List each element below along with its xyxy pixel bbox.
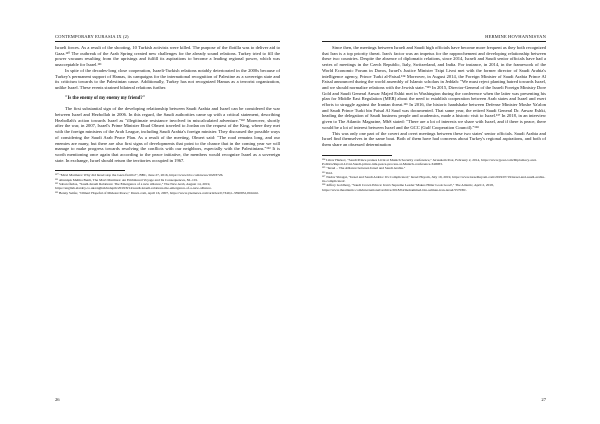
footnote: ¹³⁶ Ibid. xyxy=(322,170,333,175)
paragraph: Israeli forces. As a result of the shooting, 10 Turkish activists were killed. The purpose of the flotilla was to deliver aid to Gaza.¹³⁰ The outbreak of the Arab Spring created new challenges for the already sound relations. Turkey tried to fill the power vacuum resulting from the uprisings and fulfill its aspirations to become a leading regional power, which was unacceptable for Israel.¹³¹ xyxy=(55,45,280,68)
paragraph: Since then, the meetings between Israeli and Saudi high officials have become more frequent as they both recognized that Iran is a top priority threat. Iran's factor was an impetus for the rapprochement and developing relationship between these two countries. Despite the absence of diplomatic relations, since 2014, Israeli and Saudi senior officials have had a series of meetings in the Czech Republic, Italy, Switzerland, and India. For instance, in 2014, in the framework of the World Economic Forum in Davos, Israel's Justice Minister Tzipi Livni met with the former director of Saudi Arabia's intelligence agency, Prince Turki al-Faisal.¹³⁴ Moreover, in August 2014, the Foreign Minister of Saudi Arabia Prince Al Faisal announced during the world assembly of Islamic scholars in Jeddah: "We must reject planting hatred towards Israel, and we should normalize relations with the Jewish state."¹³⁵ In 2015, Director-General of the Israeli Foreign Ministry Dore Gold and Saudi General Anwar Majed Eshki met in Washington during the conference when the latter was presenting his plan for Middle East Regulation (MER) about the need to establish cooperation between Arab states and Israel and exert efforts to struggle against the Iranian threat.¹³⁶ In 2016, the historic handshake between Defense Minister Moshe Ya'alon and Saudi Prince Turki bin Faisal Al Saud was documented. That same year, the retired Saudi General Dr. Anwar Eshki, heading the delegation of Saudi business people and academics, made a historic visit to Israel.¹³⁷ In 2018, in an interview given to The Atlantic Magazine, MbS stated: "There are a lot of interests we share with Israel, and if there is peace, there would be a lot of interest between Israel and the GCC (Gulf Cooperation Council)."¹³⁸ xyxy=(322,45,546,130)
running-header-right xyxy=(322,34,546,42)
footnote: ¹³² Saban Özdas, "Saudi-Israeli Relations: The Emergence of a new alliance," The New Arab, August 14, 2019, https://english.alaraby.co.uk/english/indepth/2019/8/14/saudi-israeli-relations-the-emergence-of-a-new-alliance. xyxy=(55,181,212,191)
left-page-body xyxy=(55,45,280,163)
paragraph: In spite of the decades-long close cooperation, Israeli-Turkish relations notably deteriorated in the 2000s because of Turkey's permanent support of Hamas, its campaigns for the international recognition of Palestine as a sovereign state and its criticism towards to the Palestinian cause. Additionally, Turkey has not recognized Hamas as a terrorist organization, unlike Israel. These events strained bilateral relations further. xyxy=(55,67,280,90)
footnote: ¹³¹ Altunişık Meliha Benli, The Mavi Marmara: An Embittered Voyage and Its Consequences, 82–101. xyxy=(55,177,199,182)
footnote-rule xyxy=(55,170,125,171)
footnotes-left xyxy=(55,173,280,194)
footnote: ¹³⁸ Jeffrey Goldberg, "Saudi Crown Prince: Iran's Supreme Leader 'Makes Hitler Look Good'," The Atlantic, April 2, 2018, https://www.theatlantic.com/international/archive/2018/04/mohammed-bin-salman-iran-israel/557036/. xyxy=(322,183,494,192)
footnote-rule xyxy=(322,155,392,156)
journal-title: CONTEMPORARY EURASIA IX (2) xyxy=(55,34,129,39)
paragraph: The first substantial sign of the developing relationship between Saudi Arabia and Israel can be considered the war between Israel and Hezbollah in 2006. In this regard, the Saudi authorities came up with a critical statement, describing Hezbollah's action towards Israel as "illegitimate resistance involved in miscalculated adventure."¹³² Moreover, shortly after the war, in 2007, Israel's Prime Minister Ehud Olmert traveled to Jordan on the request of the King, where they met with the foreign ministers of the Arab League, including Saudi Arabia's foreign minister. They discussed the possible ways of considering the Saudi Arab Peace Plan. As a result of the meeting, Olmert said: "The road remains long, and our enemies are many, but there are also first signs of developments that point to the chance that in the coming year we will manage to make progress towards resolving the conflicts with our neighbors, especially with the Palestinians."¹³³ It is worth mentioning once again that according to the peace initiative, the members would recognize Israel as a sovereign state. In exchange, Israel should return the territories occupied in 1967. xyxy=(55,106,280,163)
footnote: ¹³⁵ "Israel – The Alliance between Israel and Saudi Arabia." xyxy=(322,166,406,171)
footnotes-right xyxy=(322,158,546,192)
footnote: ¹³⁴ Lihav Harkov, "Saudi Prince praises Livni at Munich Security conference," Jerusalem Post, February 2, 2014, https://www.jpost.com/Diplomacy-and-Politics/Report-Livni-Saudi-prince-talk-peace-process-at-Munich-conference-340083. xyxy=(322,157,537,166)
running-header-left xyxy=(55,34,280,42)
footnote: ¹³³ Benny Seifer, "Olmert Hopeful of Mideast Peace," Dawn.com, April 16, 2007, https://www.ynetnews.com/articles/0,7340,L-3390952,00.html. xyxy=(55,190,259,195)
footnote: ¹³⁰ "Mavi Marmara: Why did Israel stop the Gaza flotilla?", BBC, June 27, 2016, https://www.bbc.com/news/10203726. xyxy=(55,173,224,178)
right-page xyxy=(300,0,600,424)
section-heading: "Is the enemy of my enemy my friend?" xyxy=(65,95,146,101)
page-number: 27 xyxy=(541,397,546,402)
author-name: HERMINE HOVHANNISYAN xyxy=(485,34,546,39)
page-number: 26 xyxy=(55,397,60,402)
paragraph: This was only one part of the covert and overt meetings between these two states' senior officials. Saudi Arabia and Israel find themselves in the same boat. Both of them have had concerns about Turkey's regional aspirations, and both of them share an obsessed determination xyxy=(322,130,546,147)
footnote: ¹³⁷ Nadav Shragai, "Israel and Saudi Arabia: It's Complicated," Israel Hayom, July 19, 2019, https://www.israelhayom.com/2019/07/19/israel-and-saudi-arabia-its-complicated/. xyxy=(322,174,546,184)
right-page-body xyxy=(322,45,546,148)
